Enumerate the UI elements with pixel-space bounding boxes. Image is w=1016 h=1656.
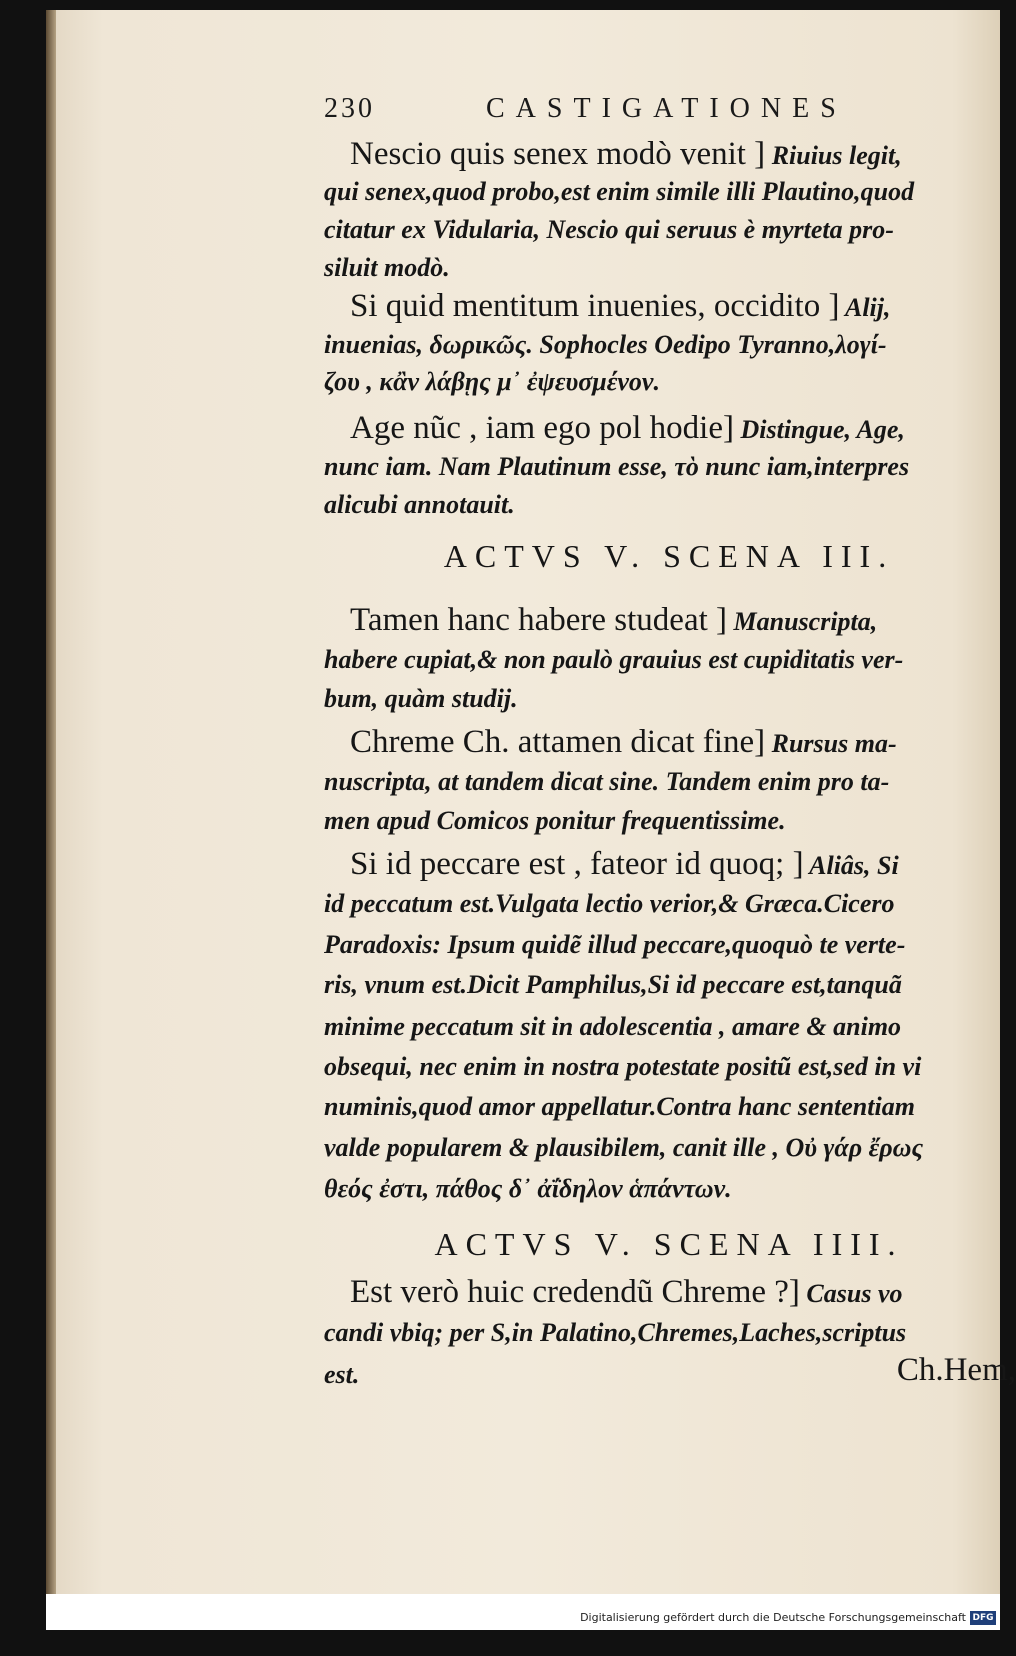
- text-line: Est verò huic credendũ Chreme ?] Casus vo: [350, 1274, 903, 1310]
- text-line: siluit modò.: [324, 253, 450, 282]
- text-line: bum, quàm studij.: [324, 684, 518, 713]
- text-line: valde popularem & plausibilem, canit ille , Οὐ γάρ ἔρως: [324, 1133, 924, 1162]
- text-line: Chreme Ch. attamen dicat fine] Rursus ma-: [350, 724, 897, 760]
- page-edge-shadow: [46, 10, 56, 1630]
- page-number: 230: [324, 93, 375, 124]
- text-line: ζου , κἂν λάβῃς μ᾽ ἐψευσμένον.: [324, 367, 660, 396]
- text-line: est.: [324, 1360, 360, 1389]
- text-line: Si id peccare est , fateor id quoq; ] Aliâs, Si: [350, 846, 899, 882]
- page-header: [324, 93, 904, 127]
- text-line: candi vbiq; per S,in Palatino,Chremes,Laches,scriptus: [324, 1318, 907, 1347]
- text-line: numinis,quod amor appellatur.Contra hanc sententiam: [324, 1092, 915, 1121]
- text-line: Paradoxis: Ipsum quidẽ illud peccare,quoquò te verte-: [324, 930, 906, 959]
- text-line: citatur ex Vidularia, Nescio qui seruus è myrteta pro-: [324, 215, 894, 244]
- text-line: inuenias, δωρικῶς. Sophocles Oedipo Tyranno,λογί-: [324, 330, 887, 359]
- text-line: minime peccatum sit in adolescentia , amare & animo: [324, 1012, 902, 1041]
- book-page: [46, 10, 1016, 1630]
- text-line: qui senex,quod probo,est enim simile illi Plautino,quod: [324, 177, 915, 206]
- section-heading: ACTVS V. SCENA IIII.: [434, 1226, 904, 1262]
- text-line: id peccatum est.Vulgata lectio verior,& Græca.Cicero: [324, 889, 895, 918]
- text-line: men apud Comicos ponitur frequentissime.: [324, 806, 786, 835]
- text-line: habere cupiat,& non paulò grauius est cupiditatis ver-: [324, 645, 904, 674]
- text-line: θεός ἐστι, πάθος δ᾽ ἀΐδηλον ἁπάντων.: [324, 1174, 732, 1203]
- footer-strip: [46, 1594, 1000, 1630]
- text-line: Si quid mentitum inuenies, occidito ] Alij,: [350, 288, 891, 324]
- text-line: obsequi, nec enim in nostra potestate positũ est,sed in vi: [324, 1052, 922, 1081]
- text-line: alicubi annotauit.: [324, 490, 515, 519]
- section-heading: ACTVS V. SCENA III.: [443, 538, 895, 574]
- text-line: nuscripta, at tandem dicat sine. Tandem enim pro ta-: [324, 767, 890, 796]
- digitization-credit: Digitalisierung gefördert durch die Deutsche Forschungsgemeinschaft: [580, 1611, 966, 1624]
- text-line: ris, vnum est.Dicit Pamphilus,Si id peccare est,tanquã: [324, 970, 902, 999]
- text-line: Age nũc , iam ego pol hodie] Distingue, Age,: [350, 410, 905, 446]
- text-line: Tamen hanc habere studeat ] Manuscripta,: [350, 602, 878, 638]
- text-line: Nescio quis senex modò venit ] Riuius legit,: [350, 136, 902, 172]
- text-line: nunc iam. Nam Plautinum esse, τὸ nunc iam,interpres: [324, 452, 910, 481]
- running-title: CASTIGATIONES: [486, 93, 847, 124]
- catchword: Ch.Hem,: [896, 1352, 1016, 1388]
- dfg-logo: DFG: [970, 1611, 996, 1625]
